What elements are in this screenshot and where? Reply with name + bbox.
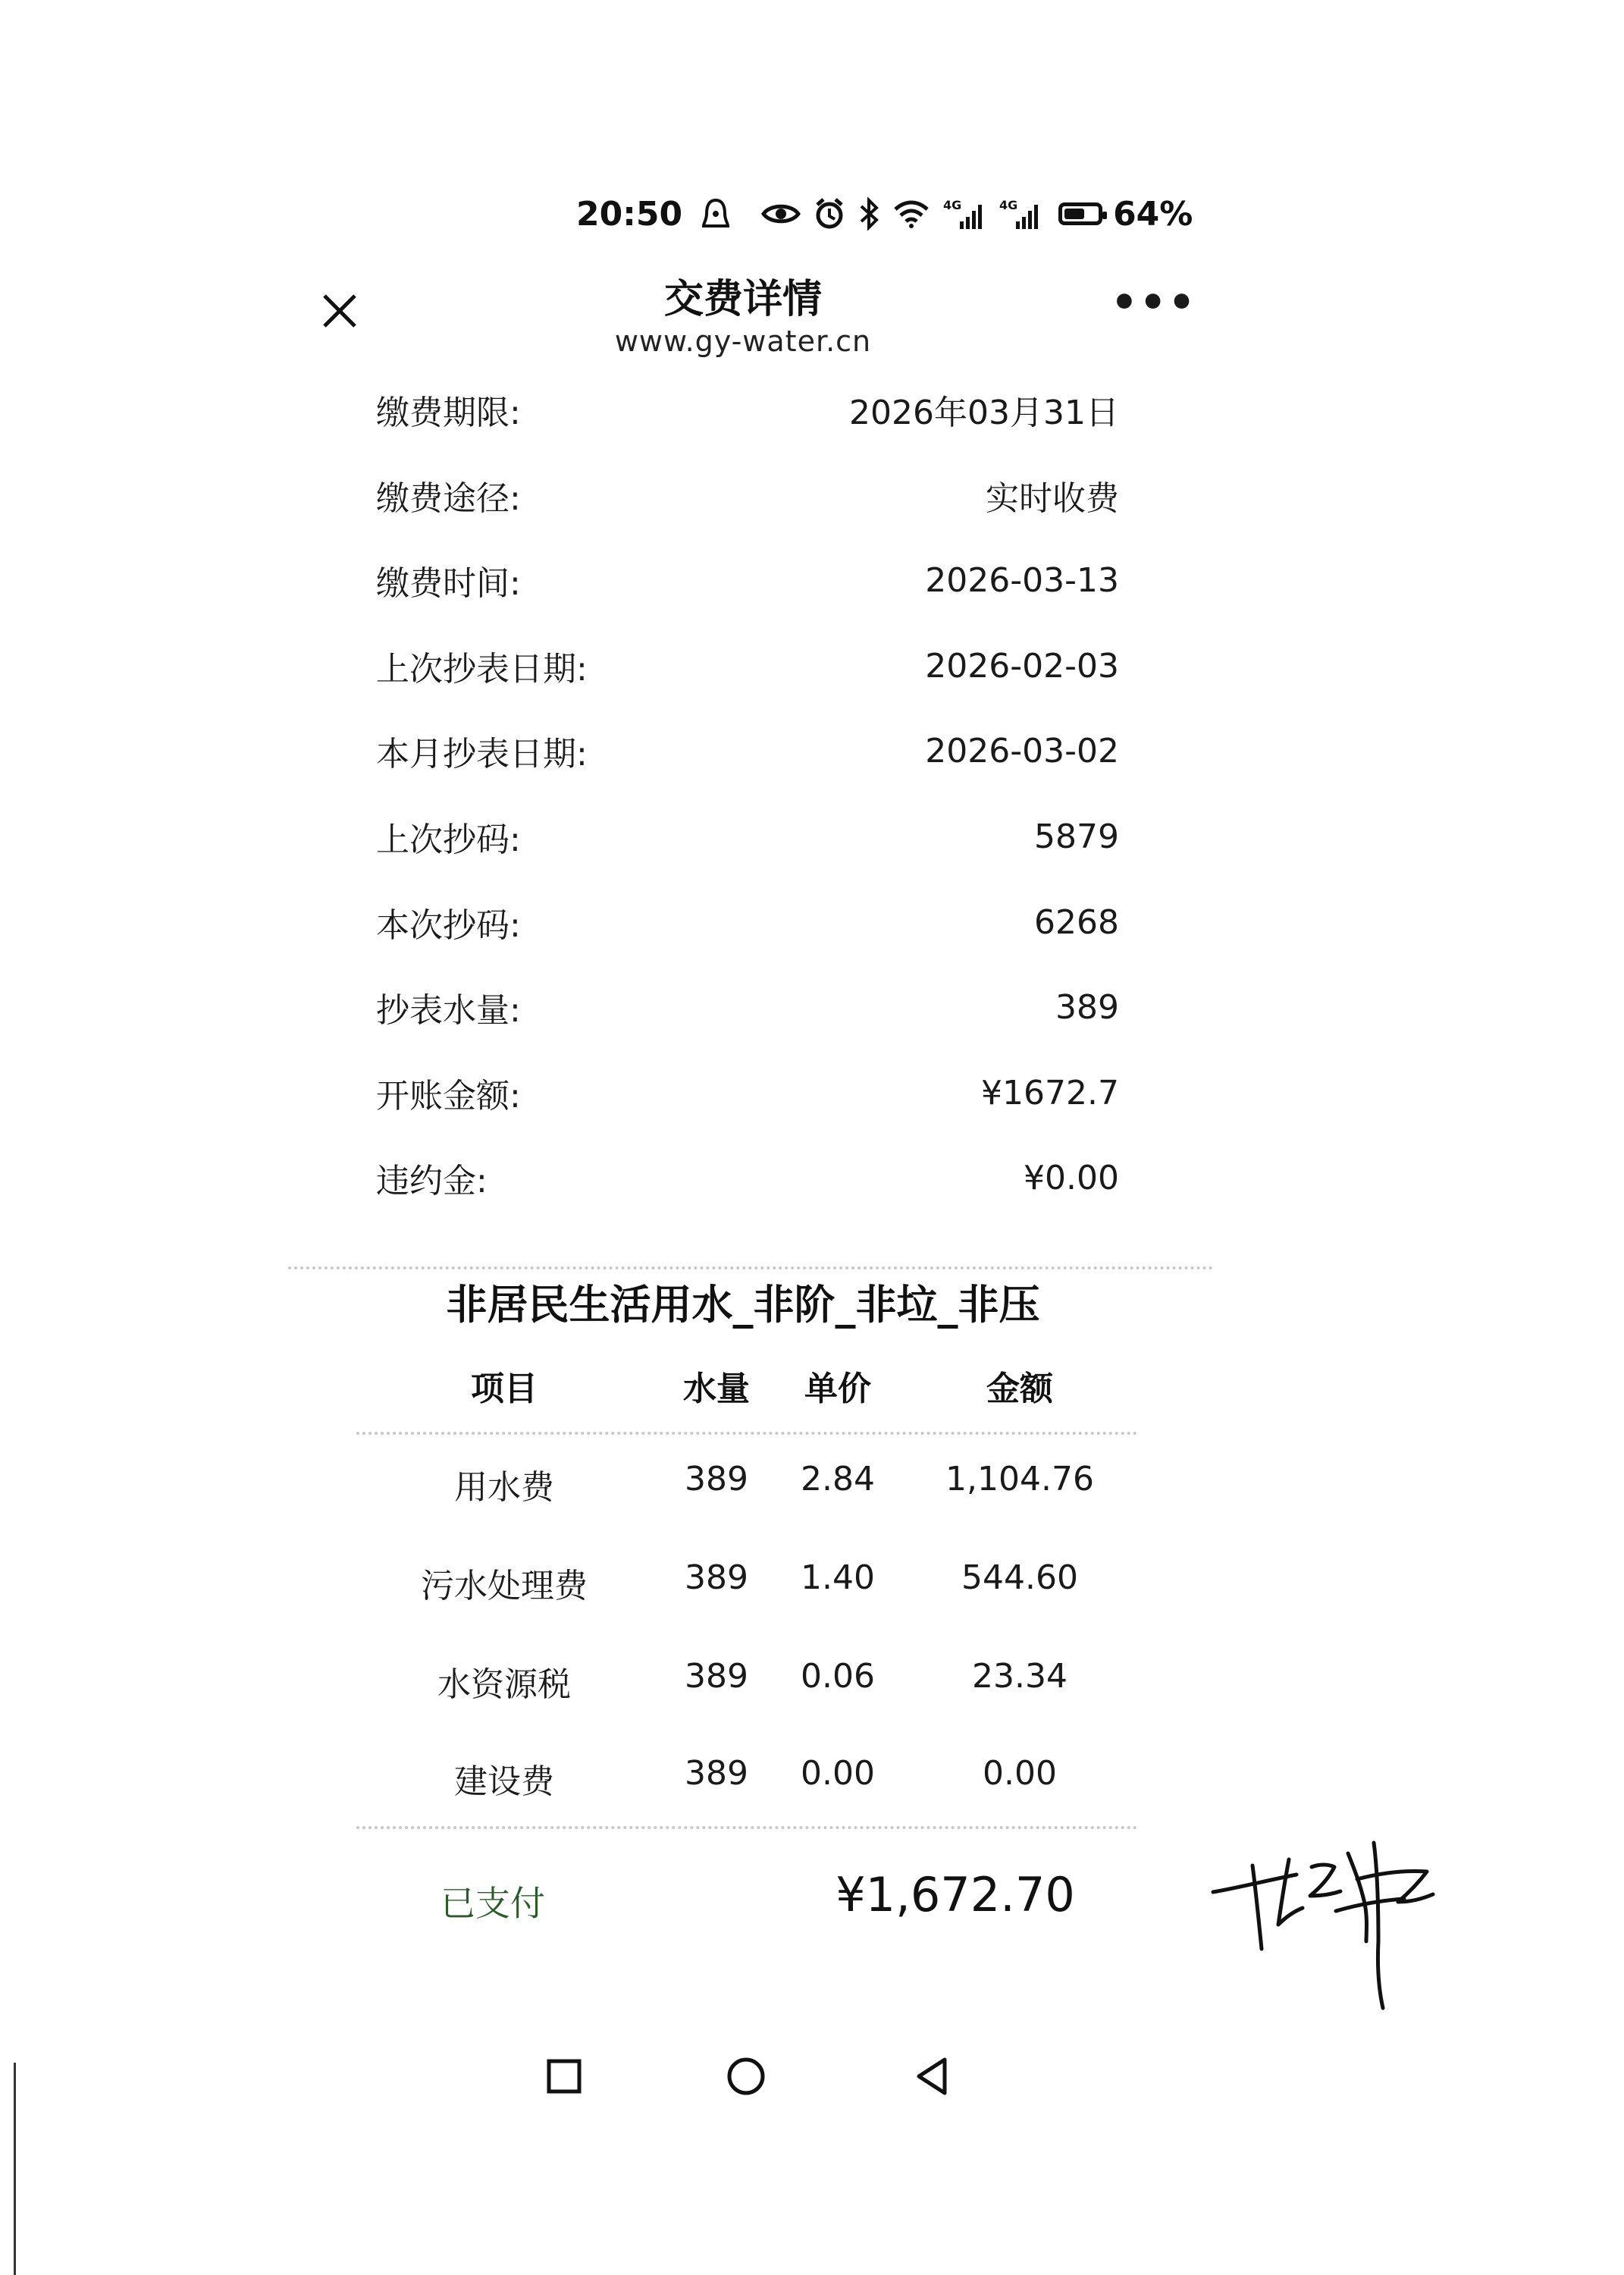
back-button[interactable] [910,2054,955,2099]
detail-value: 2026-02-03 [925,646,1119,686]
detail-value: 5879 [1034,817,1119,856]
cell-volume: 389 [685,1754,748,1793]
detail-label: 本月抄表日期: [376,735,588,774]
detail-row [376,635,1119,696]
section-divider [288,1266,1213,1269]
home-button[interactable] [723,2054,769,2099]
detail-value: 2026-03-02 [925,731,1119,770]
column-header-unit-price: 单价 [804,1370,871,1408]
cell-unit-price: 1.40 [801,1558,875,1597]
bluetooth-icon [858,197,879,231]
notification-icon [701,197,731,231]
cell-item: 建设费 [454,1762,554,1801]
detail-row [376,465,1119,526]
cell-amount: 0.00 [983,1754,1057,1793]
detail-row [376,892,1119,952]
back-icon [910,2054,955,2099]
battery-icon [1058,202,1102,225]
cell-item: 污水处理费 [421,1567,588,1605]
detail-value: 2026-03-13 [925,560,1119,600]
detail-value: 实时收费 [986,479,1119,518]
cell-volume: 389 [685,1657,748,1696]
cell-unit-price: 2.84 [801,1460,875,1498]
alarm-icon [814,197,845,231]
detail-label: 缴费期限: [376,394,521,432]
detail-row [376,379,1119,440]
detail-label: 违约金: [376,1162,488,1200]
detail-row [376,550,1119,610]
detail-label: 本次抄码: [376,906,521,945]
detail-label: 缴费途径: [376,479,521,518]
wifi-icon [893,199,930,229]
table-header-divider [356,1432,1137,1435]
handwritten-signature [1205,1820,1456,2017]
detail-label: 开账金额: [376,1077,521,1116]
cell-amount: 1,104.76 [945,1460,1094,1498]
status-time: 20:50 [576,194,683,234]
detail-label: 抄表水量: [376,991,521,1030]
eye-icon [761,201,801,227]
cell-item: 用水费 [454,1468,554,1507]
detail-row [376,1062,1119,1123]
fee-table-title: 非居民生活用水_非阶_非垃_非压 [446,1281,1040,1329]
column-header-item: 项目 [471,1370,538,1408]
payment-amount: ¥1,672.70 [836,1867,1075,1922]
cell-unit-price: 0.00 [801,1754,875,1793]
detail-row [376,977,1119,1037]
cell-unit-price: 0.06 [801,1657,875,1696]
table-footer-divider [356,1826,1137,1829]
cell-volume: 389 [685,1460,748,1498]
recent-apps-icon [541,2054,587,2099]
detail-label: 缴费时间: [376,564,521,603]
payment-status: 已支付 [440,1883,545,1924]
detail-label: 上次抄码: [376,821,521,859]
detail-row [376,1147,1119,1208]
detail-value: ¥1672.7 [981,1073,1119,1112]
battery-percent: 64% [1113,194,1193,234]
svg-text:4G: 4G [943,198,962,212]
detail-value: ¥0.00 [1024,1158,1119,1197]
home-icon [723,2054,769,2099]
cell-amount: 544.60 [961,1558,1078,1597]
recent-apps-button[interactable] [541,2054,587,2099]
detail-value: 389 [1055,987,1119,1027]
cell-item: 水资源税 [437,1665,571,1704]
signal-4g-icon [999,197,1042,231]
detail-value: 2026年03月31日 [849,394,1119,432]
cell-amount: 23.34 [972,1657,1068,1696]
cell-volume: 389 [685,1558,748,1597]
detail-value: 6268 [1034,902,1119,942]
column-header-amount: 金额 [986,1370,1053,1408]
signal-4g-icon [943,197,986,231]
detail-row [376,806,1119,867]
column-header-volume: 水量 [683,1370,750,1408]
detail-row [376,720,1119,781]
more-options-button[interactable]: ••• [1111,278,1197,328]
svg-text:4G: 4G [999,198,1018,212]
page-url: www.gy-water.cn [614,325,872,358]
page-title: 交费详情 [663,277,822,322]
scan-edge-line [14,2063,16,2275]
detail-label: 上次抄表日期: [376,650,588,689]
status-bar [576,184,1193,244]
